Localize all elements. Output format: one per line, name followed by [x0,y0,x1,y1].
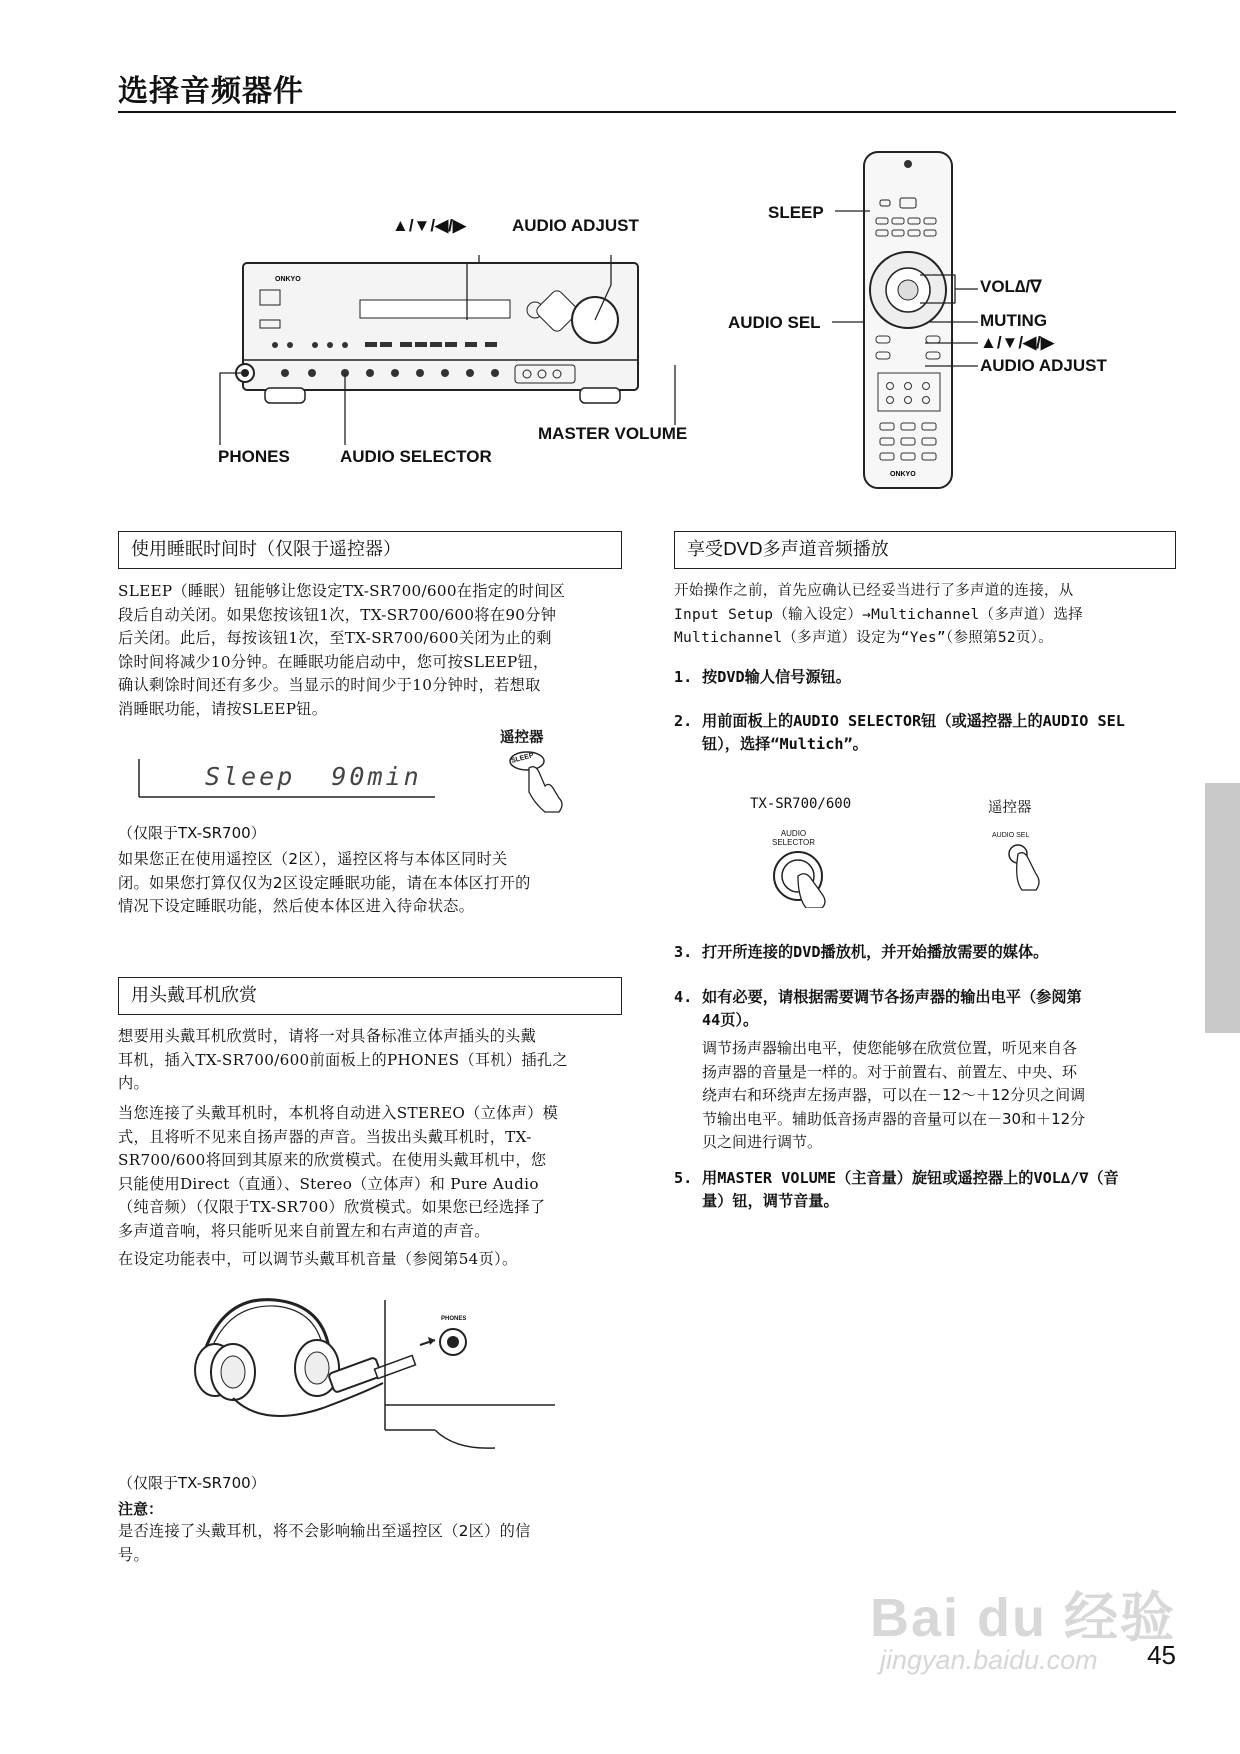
label-sleep: SLEEP [768,203,824,222]
label-remote-arrows: ▲/▼/◀/▶ [980,333,1054,352]
sleep-button-text: SLEEP [510,752,535,765]
remote-callout-lines [830,200,985,380]
label-remote-audio-adjust: AUDIO ADJUST [980,356,1107,375]
dvd-step-2: 2. 用前面板上的AUDIO SELECTOR钮（或遥控器上的AUDIO SEL 钮），选择“Multich”。 [674,712,1125,753]
label-vol: VOL∆/∇ [980,277,1042,296]
headphone-note-body: 是否连接了头戴耳机，将不会影响输出至遥控区（2区）的信 号。 [118,1522,531,1564]
page-title: 选择音频器件 [118,74,304,109]
phones-jack-label: PHONES [441,1316,467,1322]
watermark-brand: Bai du 经验 [870,1588,1177,1648]
sleep-note-title: （仅限于TX-SR700） [118,824,266,842]
label-arrows: ▲/▼/◀/▶ [392,216,466,235]
dvd-step-1: 1. 按DVD输人信号源钮。 [674,668,851,686]
headphone-section-heading: 用头戴耳机欣赏 [118,977,622,1015]
title-rule [118,111,1176,113]
callout-lines [215,365,688,455]
dvd-step-5: 5. 用MASTER VOLUME（主音量）旋钮或遥控器上的VOL∆/∇（音 量）钮，调节音量。 [674,1169,1119,1210]
dvd-step-4: 4. 如有必要，请根据需要调节各扬声器的输出电平（参阅第 44页）。 [674,988,1082,1029]
label-muting: MUTING [980,311,1048,330]
sleep-section-body: SLEEP（睡眠）钮能够让您设定TX-SR700/600在指定的时间区 段后自动关闭。如果您按该钮1次，TX-SR700/600将在90分钟 后关闭。此后，每按该钮1次，至TX-SR700/600关闭为止的剩 馀时间将减少10分钟。在睡眠功能启动中，您可按SLEEP钮， 确认剩馀时间还有多少。当显示的时间少于10分钟时，若想取 消睡眠功能，请按SLEEP钮。 [118,582,566,718]
step2-left-caption: TX-SR700/600 [750,796,852,812]
sleep-remote-caption: 遥控器 [500,730,544,746]
headphone-note-label: 注意： [118,1500,164,1518]
sleep-note-body: 如果您正在使用遥控区（2区），遥控区将与本体区同时关 闭。如果您打算仅仅为2区设定睡眠功能，请在本体区打开的 情况下设定睡眠功能，然后使本体区进入待命状态。 [118,850,531,916]
dvd-section-heading: 享受DVD多声道音频播放 [674,531,1176,569]
headphone-connection-illustration [185,1290,555,1450]
label-phones: PHONES [218,447,290,466]
label-master-volume: MASTER VOLUME [538,424,688,443]
headphone-para2: 当您连接了头戴耳机时，本机将自动进入STEREO（立体声）模 式，且将听不见来自扬声器的声音。当拔出头戴耳机时，TX- SR700/600将回到其原来的欣赏模式。在使用头戴耳机中，您 只能使用Direct（直通）、Stereo（立体声）和 Pure Audio （纯音频）（仅限于TX-SR700）欣赏模式。如果您已经选择了 多声道音响，将只能听见来自前置左和右声道的声音。 [118,1104,559,1240]
sleep-section-heading: 使用睡眠时间时（仅限于遥控器） [118,531,622,569]
audio-selector-knob-illustration [770,848,840,908]
headphone-para3: 在设定功能表中，可以调节头戴耳机音量（参阅第54页）。 [118,1250,518,1268]
audio-sel-button-press-illustration [1000,840,1060,900]
sleep-display-text: Sleep 90min [205,762,422,791]
audio-selector-button-label: AUDIO SELECTOR [772,829,815,847]
receiver-brand: ONKYO [275,276,301,283]
chapter-side-tab [1205,783,1240,1033]
audio-sel-button-label: AUDIO SEL [992,832,1030,839]
page-number: 45 [1147,1640,1176,1670]
watermark-url: jingyan.baidu.com [880,1645,1098,1675]
dvd-step-4-detail: 调节扬声器输出电平，使您能够在欣赏位置，听见来自各 扬声器的音量是一样的。对于前置右、前置左、中央、环 绕声右和环绕声左扬声器，可以在－12～＋12分贝之间调 节输出电平。辅助低音扬声器的音量可以在－30和＋12分 贝之间进行调节。 [702,1039,1086,1151]
headphone-note-title: （仅限于TX-SR700） [118,1474,266,1492]
label-audio-selector: AUDIO SELECTOR [340,447,492,466]
label-audio-adjust: AUDIO ADJUST [512,216,639,235]
remote-brand: ONKYO [890,471,916,478]
label-audio-sel: AUDIO SEL [728,313,821,332]
headphone-para1: 想要用头戴耳机欣赏时，请将一对具备标准立体声插头的头戴 耳机，插入TX-SR700/600前面板上的PHONES（耳机）插孔之 内。 [118,1027,568,1093]
dvd-step-3: 3. 打开所连接的DVD播放机，并开始播放需要的媒体。 [674,943,1049,961]
dvd-intro: 开始操作之前，首先应确认已经妥当进行了多声道的连接，从 Input Setup（输入设定）→Multichannel（多声道）选择 Multichannel（多声道）设定为“Yes”（参照第52页）。 [674,583,1084,647]
step2-right-caption: 遥控器 [988,800,1032,816]
